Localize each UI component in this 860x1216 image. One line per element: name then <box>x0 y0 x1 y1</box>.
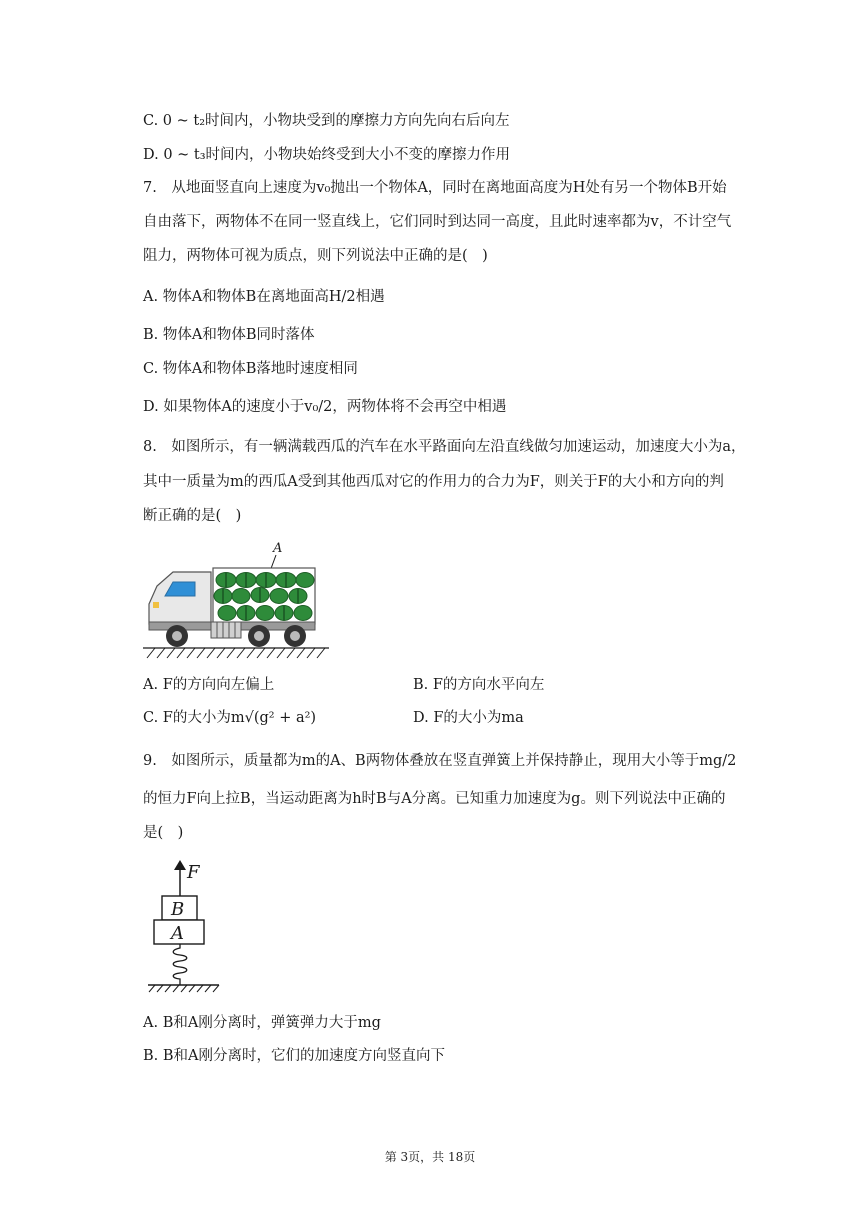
q7-stem-line2: 自由落下，两物体不在同一竖直线上，它们同时到达同一高度，且此时速率都为v，不计空气 <box>143 214 732 230</box>
q7-stem-line1: 7. 从地面竖直向上速度为v₀抛出一个物体A，同时在离地面高度为H处有另一个物体B开始 <box>143 180 727 196</box>
q8-option-b: B. F的方向水平向左 <box>413 677 545 693</box>
q9-stem-line3: 是( ) <box>143 825 184 841</box>
q8-option-c: C. F的大小为m√(g² + a²) <box>143 710 317 726</box>
q6-option-c: C. 0 ~ t₂时间内，小物块受到的摩擦力方向先向右后向左 <box>143 113 510 129</box>
watermelon-a-label: A <box>273 541 283 556</box>
q6-option-d: D. 0 ~ t₃时间内，小物块始终受到大小不变的摩擦力作用 <box>143 147 511 163</box>
q8-stem-line2: 其中一质量为m的西瓜A受到其他西瓜对它的作用力的合力为F，则关于F的大小和方向的判 <box>143 474 724 490</box>
q8-option-a: A. F的方向向左偏上 <box>143 677 275 693</box>
q9-option-a: A. B和A刚分离时，弹簧弹力大于mg <box>143 1015 381 1031</box>
spring-coil <box>173 944 187 985</box>
block-a-label: A <box>171 923 184 944</box>
q7-option-d: D. 如果物体A的速度小于v₀/2，两物体将不会再空中相遇 <box>143 399 507 415</box>
q7-option-c: C. 物体A和物体B落地时速度相同 <box>143 361 358 377</box>
truck-figure <box>143 538 333 662</box>
spring-blocks-figure <box>143 858 233 994</box>
watermelons <box>214 573 314 621</box>
page-number-footer: 第 3页，共 18页 <box>384 1150 476 1164</box>
q9-option-b: B. B和A刚分离时，它们的加速度方向竖直向下 <box>143 1048 445 1064</box>
block-b-label: B <box>171 899 185 920</box>
q8-option-d: D. F的大小为ma <box>413 710 524 726</box>
q7-option-a: A. 物体A和物体B在离地面高H/2相遇 <box>143 289 385 305</box>
q9-stem-line2: 的恒力F向上拉B，当运动距离为h时B与A分离。已知重力加速度为g。则下列说法中正确的 <box>143 791 726 807</box>
force-f-label: F <box>187 862 200 883</box>
q8-stem-line3: 断正确的是( ) <box>143 508 242 524</box>
q7-option-b: B. 物体A和物体B同时落体 <box>143 327 315 343</box>
q9-stem-line1: 9. 如图所示，质量都为m的A、B两物体叠放在竖直弹簧上并保持静止，现用大小等于mg/2 <box>143 753 737 769</box>
q7-stem-line3: 阻力，两物体可视为质点，则下列说法中正确的是( ) <box>143 248 488 264</box>
q8-stem-line1: 8. 如图所示，有一辆满载西瓜的汽车在水平路面向左沿直线做匀加速运动，加速度大小为a， <box>143 439 746 455</box>
